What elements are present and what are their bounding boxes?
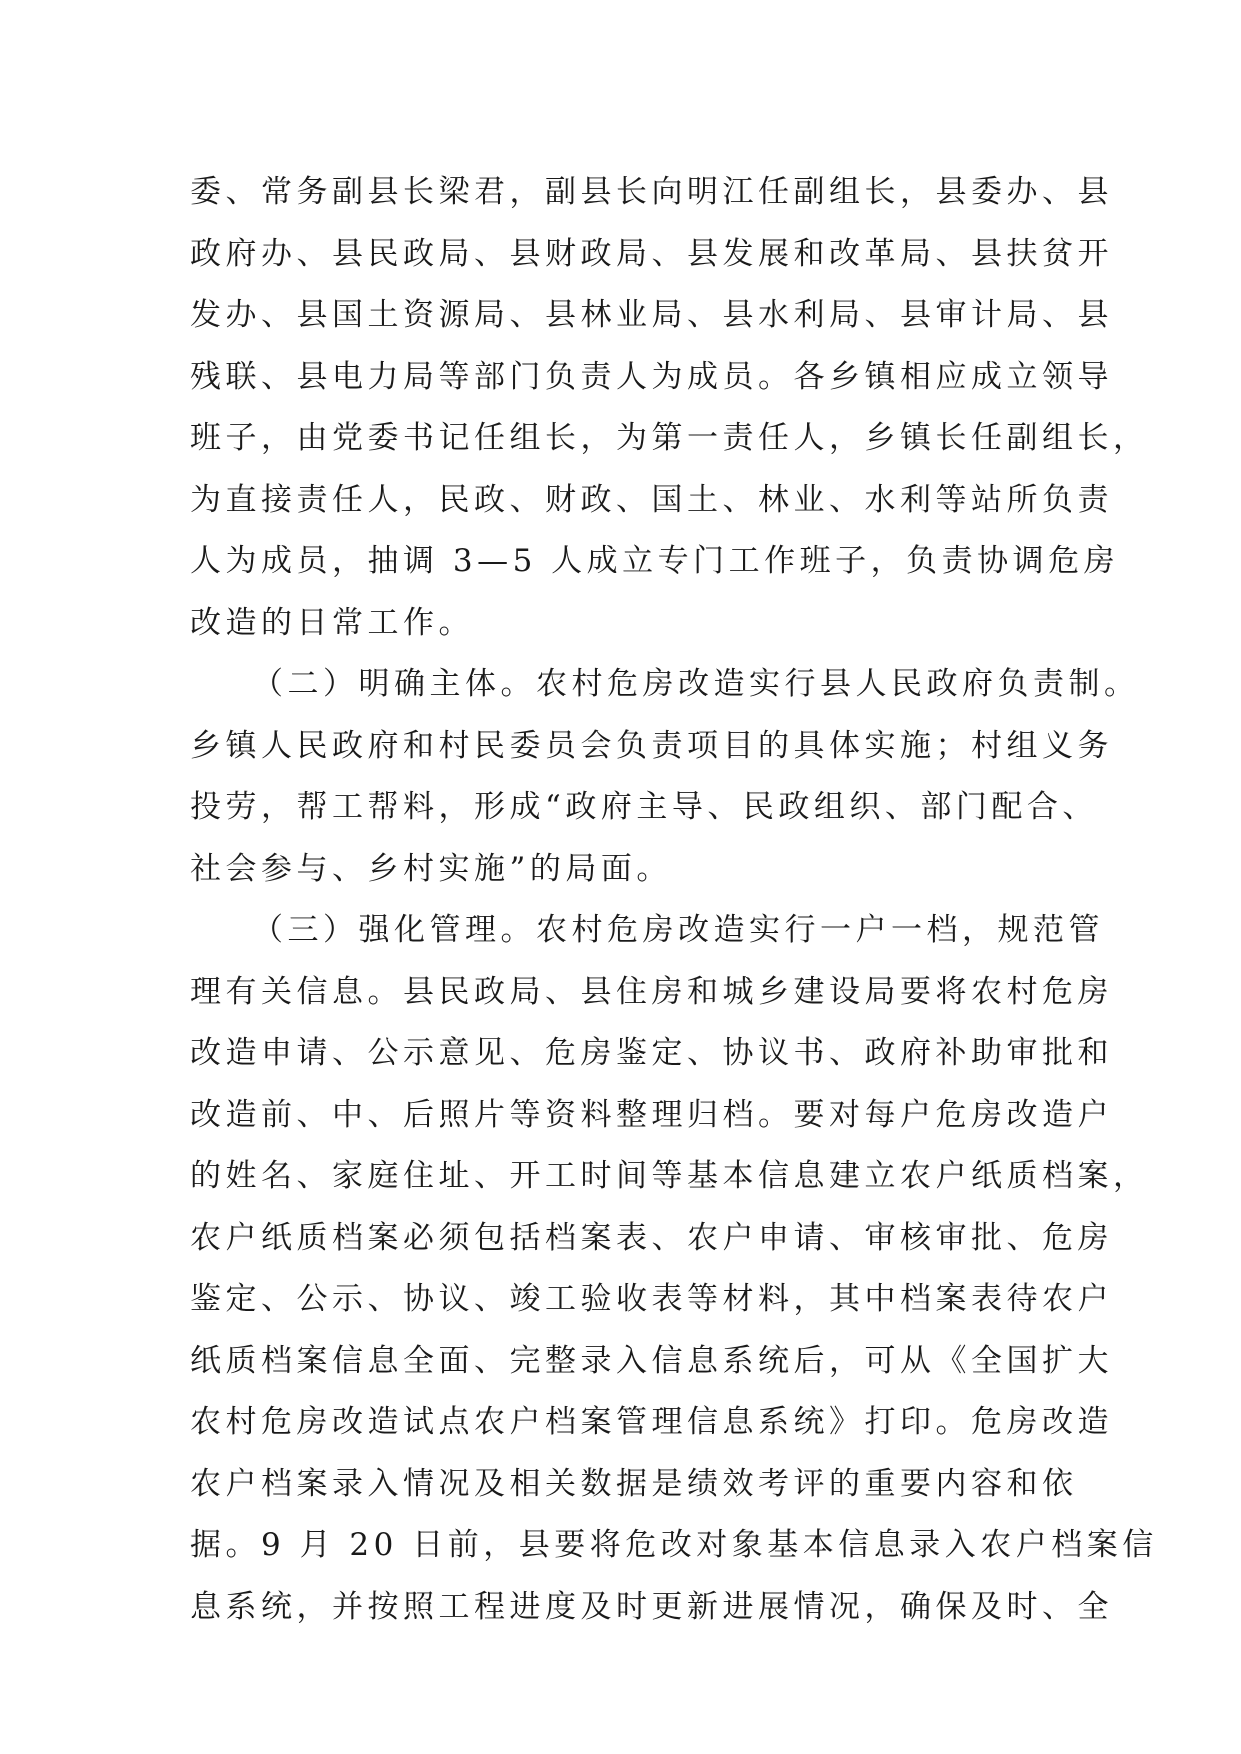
text-line: 农村危房改造试点农户档案管理信息系统》打印。危房改造 bbox=[190, 1404, 1113, 1440]
text-line: 改造前、中、后照片等资料整理归档。要对每户危房改造户 bbox=[190, 1096, 1113, 1133]
document-body bbox=[190, 162, 1158, 1638]
text-line: 委、常务副县长梁君，副县长向明江任副组长，县委办、县 bbox=[190, 174, 1113, 210]
text-line: 据。9 月 20 日前，县要将危改对象基本信息录入农户档案信 bbox=[190, 1527, 1158, 1563]
text-line: 投劳，帮工帮料，形成“政府主导、民政组织、部门配合、 bbox=[190, 789, 1098, 825]
text-line: 改造的日常工作。 bbox=[190, 604, 474, 641]
text-line: 为直接责任人，民政、财政、国土、林业、水利等站所负责 bbox=[190, 481, 1113, 518]
text-line: 鉴定、公示、协议、竣工验收表等材料，其中档案表待农户 bbox=[190, 1281, 1113, 1317]
text-line: 农户纸质档案必须包括档案表、农户申请、审核审批、危房 bbox=[190, 1219, 1113, 1256]
text-line: 息系统，并按照工程进度及时更新进展情况，确保及时、全 bbox=[190, 1588, 1113, 1625]
paragraph-heading-line: （二）明确主体。农村危房改造实行县人民政府负责制。 bbox=[252, 666, 1140, 702]
text-line: 改造申请、公示意见、危房鉴定、协议书、政府补助审批和 bbox=[190, 1035, 1113, 1071]
text-line: 纸质档案信息全面、完整录入信息系统后，可从《全国扩大 bbox=[190, 1342, 1113, 1379]
text-line: 人为成员，抽调 3—5 人成立专门工作班子，负责协调危房 bbox=[190, 543, 1120, 579]
text-line: 农户档案录入情况及相关数据是绩效考评的重要内容和依 bbox=[190, 1465, 1078, 1502]
text-line: 理有关信息。县民政局、县住房和城乡建设局要将农村危房 bbox=[190, 973, 1113, 1010]
text-line: 残联、县电力局等部门负责人为成员。各乡镇相应成立领导 bbox=[190, 358, 1113, 395]
text-line: 社会参与、乡村实施”的局面。 bbox=[190, 850, 672, 887]
text-line: 班子，由党委书记任组长，为第一责任人，乡镇长任副组长， bbox=[190, 420, 1149, 456]
text-line: 的姓名、家庭住址、开工时间等基本信息建立农户纸质档案， bbox=[190, 1158, 1149, 1194]
text-line: 发办、县国土资源局、县林业局、县水利局、县审计局、县 bbox=[190, 297, 1113, 333]
text-line: 政府办、县民政局、县财政局、县发展和改革局、县扶贫开 bbox=[190, 235, 1113, 272]
text-line: 乡镇人民政府和村民委员会负责项目的具体实施；村组义务 bbox=[190, 727, 1113, 764]
paragraph-heading-line: （三）强化管理。农村危房改造实行一户一档，规范管 bbox=[252, 912, 1104, 948]
